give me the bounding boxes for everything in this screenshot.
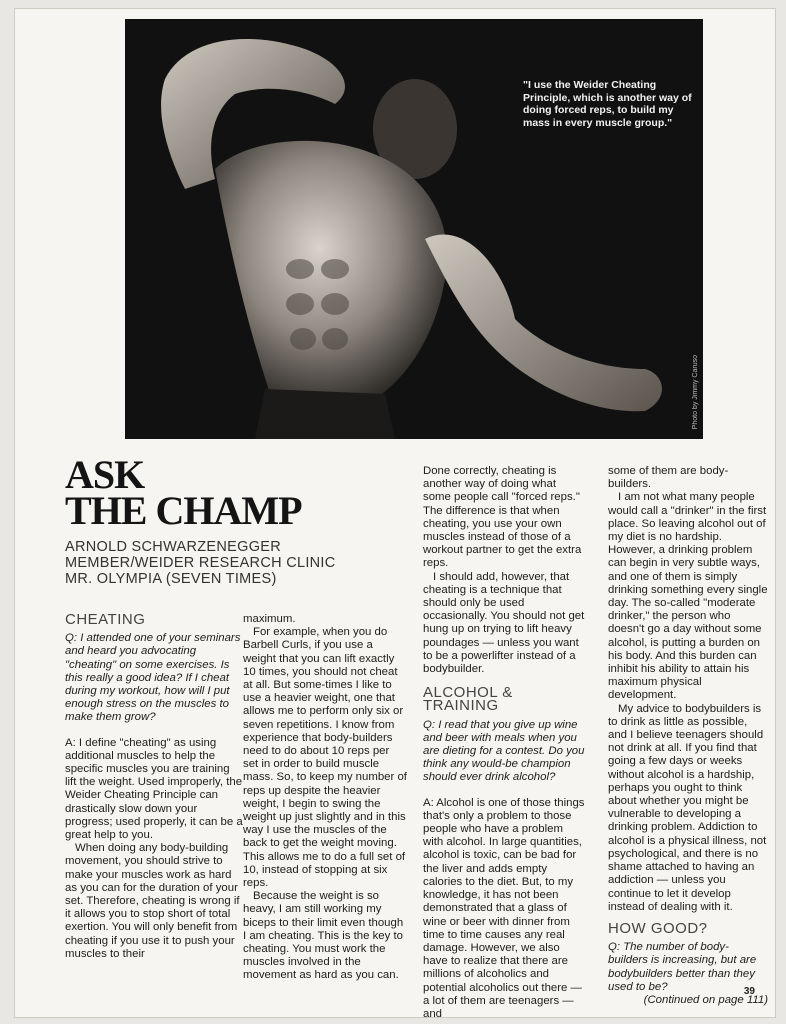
section-heading-how-good: HOW GOOD? — [608, 919, 708, 937]
byline — [65, 539, 336, 587]
headline — [65, 452, 302, 533]
col4-paragraph-1: some of them are body-builders. — [608, 465, 729, 491]
column-3 — [423, 465, 585, 1021]
column-4 — [608, 465, 768, 1007]
col4-paragraph-3: My advice to bodybuilders is to drink as little as possible, and I believe teenagers should not drink at all. If you find that going a few days or weeks without alcohol is a hardship, perhaps you ought to think about whether you might be vulnerable to developing a drinking problem. Addiction to alcohol is a physical illness, not psychological, and there is no shame attached to having an addiction — unless you continue to let it develop instead of dealing with it. — [608, 702, 767, 913]
section-heading-cheating: CHEATING — [65, 611, 146, 628]
col3-paragraph-1: Done correctly, cheating is another way of doing what some people call "forced reps." The difference is that when cheating, you use your own muscles instead of those of a workout partner to get the extra reps. — [423, 465, 582, 570]
headline-line-2: THE CHAMP — [65, 488, 302, 533]
col2-paragraph-3: Because the weight is so heavy, I am still working my biceps to their limit even though I am cheating. This is the key to cheating. You must work the muscles involved in the movement as hard as you can. — [243, 890, 404, 982]
bodybuilder-photo — [125, 19, 703, 439]
magazine-page — [14, 8, 776, 1018]
headline-line-1: ASK — [65, 452, 145, 497]
col2-paragraph-2: For example, when you do Barbell Curls, if you use a weight that you can lift exactly 10 times, you should not cheat at all. But some-times I like to use a heavier weight, one that allows me to perform only six or seven repetitions. I know from experience that body-builders need to do about 10 reps per set in order to build muscle mass. So, to keep my number of reps up despite the heavier weight, I begin to swing the weight up just slightly and in this way I use the muscles of the back to get the weight moving. This allows me to do a full set of 10, instead of stopping at six reps. — [243, 626, 407, 890]
photo-quote: "I use the Weider Cheating Principle, which is another way of doing forced reps, to build my mass in every muscle group." — [523, 79, 692, 129]
author-role: MEMBER/WEIDER RESEARCH CLINIC — [65, 555, 336, 571]
col4-paragraph-2: I am not what many people would call a "drinker" in the first place. So leaving alcohol out of my diet is no hardship. However, a drinking problem can begin in very subtle ways, and one of them is simply drinking something every single day. The so-called "moderate drinker," the person who doesn't go a day without some alcohol, is putting a burden on his body. And this burden can inhibit his ability to attain his maximum physical development. — [608, 491, 768, 702]
answer-cheating-1: A: I define "cheating" as using additional muscles to help the specific muscles you are training lift the weight. Used improperly, the Weider Cheating Principle can drastically slow down your progress; used properly, it can be a great help to you. — [65, 736, 243, 842]
photo-credit: Photo by Jimmy Caruso — [692, 354, 699, 429]
column-1 — [65, 613, 243, 961]
continued-note: (Continued on page 111) — [643, 993, 768, 1006]
col2-paragraph-1: maximum. — [243, 613, 296, 625]
column-2 — [243, 613, 407, 983]
question-cheating: Q: I attended one of your seminars and heard you advocating "cheating" on some exercises. Is this really a good idea? If I cheat during my workout, how will I put enough stress on the muscles to make them grow? — [65, 632, 241, 724]
section-heading-alcohol: ALCOHOL & TRAINING — [423, 684, 513, 715]
author-title: MR. OLYMPIA (SEVEN TIMES) — [65, 571, 277, 587]
author-name: ARNOLD SCHWARZENEGGER — [65, 539, 282, 555]
page-number: 39 — [743, 986, 755, 997]
question-how-good: Q: The number of body-builders is increasing, but are bodybuilders better than they used to be? — [608, 941, 757, 993]
answer-cheating-2: When doing any body-building movement, you should strive to make your muscles work as hard as you can for the duration of your set. Therefore, cheating is wrong if it allows you to stop short of total exertion. You will only benefit from cheating if you use it to push your muscles to their — [65, 842, 240, 960]
answer-alcohol: A: Alcohol is one of those things that's only a problem to those people who have a problem with alcohol. In large quantities, alcohol is toxic, can be bad for the liver and adds empty calories to the diet. But, to my knowledge, it has not been demonstrated that a glass of wine or beer with dinner from time to time causes any real damage. However, we also have to realize that there are millions of alcoholics and potential alcoholics out there — a lot of them are teenagers — and — [423, 796, 585, 1020]
col3-paragraph-2: I should add, however, that cheating is a technique that should only be used occasionally. You should not get hung up on trying to lift heavy poundages — unless you want to be a powerlifter instead of a bodybuilder. — [423, 570, 585, 676]
question-alcohol: Q: I read that you give up wine and beer with meals when you are dieting for a contest. Do you think any would-be champion should ever drink alcohol? — [423, 718, 585, 784]
